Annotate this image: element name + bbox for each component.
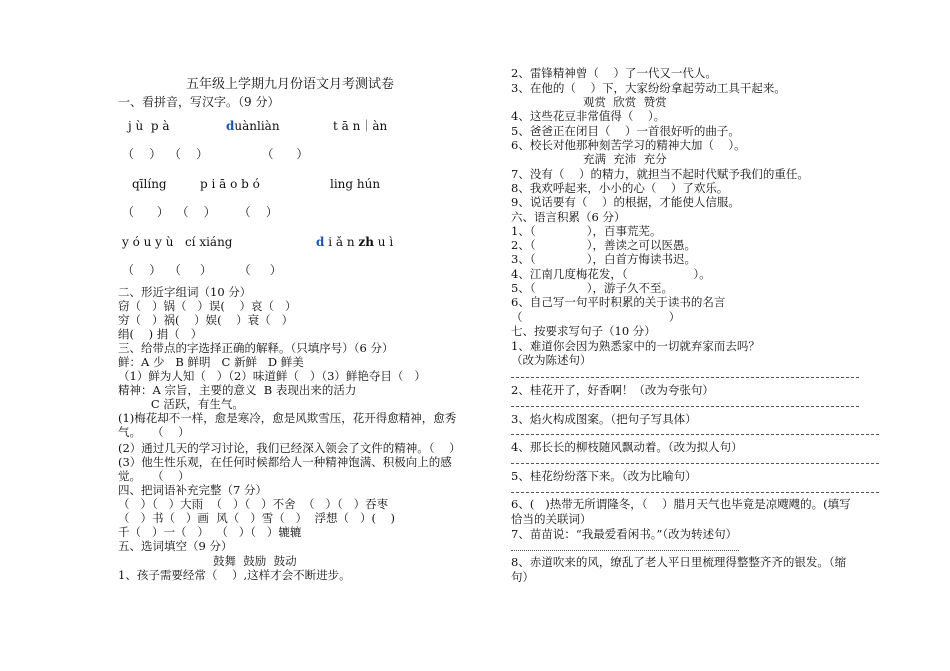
pinyin-2-initial: d bbox=[226, 119, 235, 133]
rewrite-question-6-continued: 恰当的关联词） bbox=[511, 512, 592, 526]
accumulation-line-6: 6、自己写一句平时积累的关于读书的名言 bbox=[511, 295, 726, 309]
word-choices-1: 鼓舞 鼓励 鼓动 bbox=[213, 554, 297, 568]
fill-question-1: 1、孩子需要经常（ ）,这样才会不断进步。 bbox=[118, 568, 351, 582]
accumulation-line-5: 5、（ ），游子久不至。 bbox=[511, 281, 673, 295]
section-3-line-7: (2）通过几天的学习讨论，我们已经深入领会了文件的精神。（ ） bbox=[118, 441, 461, 455]
section-3-heading: 三、给带点的字选择正确的解释。（只填序号）（6 分） bbox=[118, 341, 394, 355]
rewrite-question-5: 5、桂花纷纷落下来。（改为比喻句） bbox=[511, 469, 697, 483]
pinyin-2-rest: uànliàn bbox=[234, 119, 280, 133]
fill-question-6: 6、校长对他那种刻苦学习的精神大加（ ）。 bbox=[511, 138, 746, 152]
pinyin-4: qīlíng bbox=[132, 177, 167, 191]
answer-boxes-row-2: （ ） （ ） （ ） bbox=[122, 205, 278, 219]
page-title: 五年级上学期九月份语文月考测试卷 bbox=[186, 77, 395, 92]
pinyin-9 bbox=[316, 236, 393, 248]
section-3-line-4: C 活跃，有生气。 bbox=[118, 397, 244, 411]
accumulation-line-7: （ ） bbox=[511, 310, 681, 324]
section-4-line-2: （ ）书（ ）画 风（ ）雪（ ） 浮想（ ）( ) bbox=[118, 511, 396, 525]
section-3-line-9: 觉。 （ ） bbox=[118, 469, 190, 483]
section-3-line-2: （1）鲜为人知（ ）（2）味道鲜（ ）（3）鲜艳夺目（ ） bbox=[118, 369, 426, 383]
pinyin-9-part-b: u ì bbox=[377, 235, 394, 249]
section-3-line-5: (1)梅花却不一样，愈是寒冷，愈是风欺雪压，花开得愈精神，愈秀 bbox=[118, 411, 457, 425]
pinyin-2 bbox=[226, 120, 280, 132]
section-2-line-1: 窃（ ）锅（ ）误( ）哀（ ） bbox=[118, 299, 297, 313]
section-5-heading: 五、选词填空（9 分） bbox=[118, 539, 233, 553]
section-3-line-8: (3）他生性乐观，在任何时候都给人一种精神饱满、积极向上的感 bbox=[118, 455, 452, 469]
section-1-heading: 一、看拼音，写汉字。（9 分） bbox=[118, 95, 280, 109]
fill-question-7: 7、没有（ ）的精力，就担当不起时代赋予我们的重任。 bbox=[511, 167, 809, 181]
accumulation-line-4: 4、江南几度梅花发，（ ）。 bbox=[511, 267, 711, 281]
answer-line bbox=[511, 463, 879, 464]
section-3-line-6: 气。 （ ） bbox=[118, 425, 190, 439]
pinyin-9-initial-a: d bbox=[316, 235, 325, 249]
section-3-line-1: 鲜：A 少 B 鲜明 C 新鲜 D 鲜美 bbox=[118, 355, 304, 369]
rewrite-question-7: 7、苗苗说：“我最爱看闲书。”（改为转述句） bbox=[511, 527, 738, 541]
fill-question-4: 4、这些花豆非常值得（ ）。 bbox=[511, 109, 666, 123]
rewrite-question-8-continued: 句） bbox=[511, 570, 534, 584]
answer-boxes-row-1: （ ） （ ） （ ） bbox=[122, 147, 309, 161]
word-choices-2: 观赏 欣赏 赞赏 bbox=[583, 95, 667, 109]
section-6-heading: 六、语言积累（6 分） bbox=[511, 210, 626, 224]
section-3-line-3: 精神：A 宗旨，主要的意义 B 表现出来的活力 bbox=[118, 383, 357, 397]
fill-question-8: 8、我欢呼起来，小小的心（ ）了欢乐。 bbox=[511, 181, 729, 195]
pinyin-1: j ù p à bbox=[128, 119, 170, 133]
fill-question-5: 5、爸爸正在闭目（ ）一首很好听的曲子。 bbox=[511, 124, 740, 138]
answer-line bbox=[511, 492, 879, 493]
section-4-line-1: （ ）（ ）大雨 （ ）（ ）不舍 （ ）（ ）吞枣 bbox=[118, 497, 389, 511]
fill-question-9: 9、说话要有（ ）的根据，才能使人信服。 bbox=[511, 195, 740, 209]
rewrite-question-1-instruction: （改为陈述句） bbox=[511, 353, 592, 367]
pinyin-9-initial-b: zh bbox=[358, 235, 374, 249]
answer-boxes-row-3: （ ） （ ） （ ） bbox=[122, 263, 282, 277]
pinyin-6: ling hún bbox=[330, 177, 381, 191]
word-choices-3: 充满 充沛 充分 bbox=[583, 152, 667, 166]
section-7-heading: 七、按要求写句子（10 分） bbox=[511, 324, 656, 338]
rewrite-question-8: 8、赤道吹来的风，缭乱了老人平日里梳理得整整齐齐的银发。（缩 bbox=[511, 555, 847, 569]
section-4-heading: 四、把词语补充完整（7 分） bbox=[118, 483, 267, 497]
accumulation-line-2: 2、（ ），善读之可以医愚。 bbox=[511, 238, 696, 252]
pinyin-3: t ā n｜àn bbox=[333, 119, 388, 133]
pinyin-7-8: y ó u y ù cí xiáng bbox=[122, 235, 233, 249]
rewrite-question-1: 1、难道你会因为熟悉家中的一切就弃家而去吗？ bbox=[511, 339, 760, 353]
answer-line bbox=[511, 377, 859, 378]
fill-question-3: 3、在他的（ ）下，大家纷纷拿起劳动工具干起来。 bbox=[511, 81, 786, 95]
rewrite-question-6: 6、( )热带无所谓隆冬，（ ）腊月天气也毕竟是凉飕飕的。(填写 bbox=[511, 497, 851, 511]
answer-line bbox=[511, 406, 859, 407]
answer-line bbox=[511, 434, 879, 435]
rewrite-question-4: 4、那长长的柳枝随风飘动着。（改为拟人句） bbox=[511, 440, 743, 454]
section-2-line-2: 穷（ ）祸( ）娱( ）衰（ ） bbox=[118, 313, 294, 327]
accumulation-line-3: 3、（ ），白首方悔读书迟。 bbox=[511, 252, 696, 266]
section-2-line-3: 绢( ) 捐（ ） bbox=[118, 327, 203, 341]
pinyin-5: p i ā o b ó bbox=[200, 177, 260, 191]
rewrite-question-2: 2、桂花开了，好香啊！（改为夸张句） bbox=[511, 383, 714, 397]
rewrite-question-3: 3、焰火构成图案。（把句子写具体） bbox=[511, 412, 697, 426]
accumulation-line-1: 1、（ ），百事荒芜。 bbox=[511, 224, 662, 238]
answer-line bbox=[511, 550, 739, 551]
section-4-line-3: 千（ ）一（ ） （ ）（ ）辘辘 bbox=[118, 525, 302, 539]
section-2-heading: 二、形近字组词（10 分） bbox=[118, 285, 252, 299]
fill-question-2: 2、雷锋精神曾（ ）了一代又一代人。 bbox=[511, 66, 717, 80]
pinyin-9-part-a: i ǎ n bbox=[328, 235, 355, 249]
